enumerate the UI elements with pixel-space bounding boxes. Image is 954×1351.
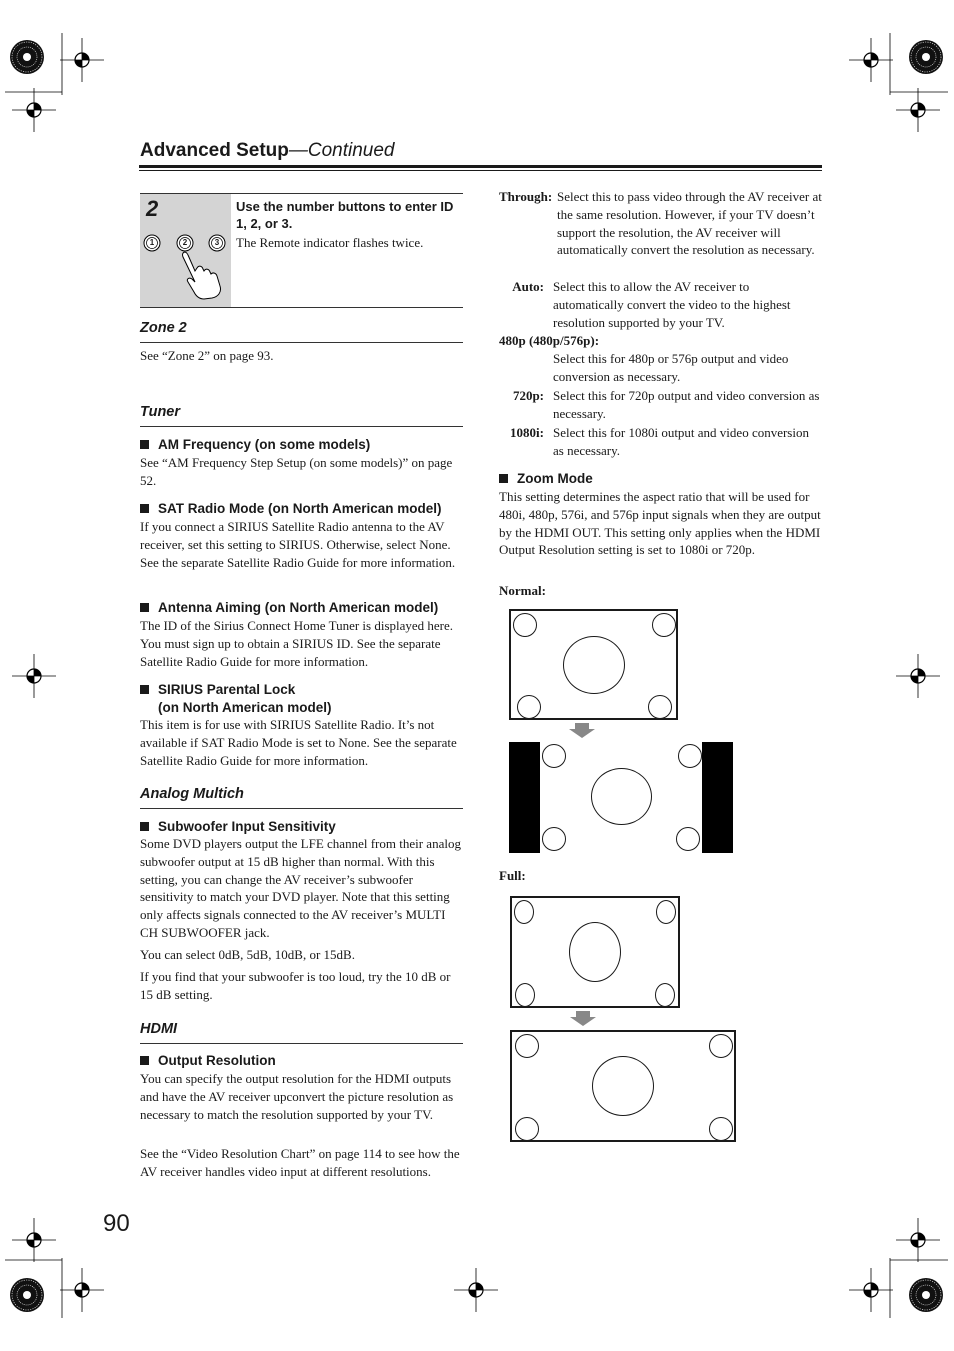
pillarbox-right: [702, 742, 733, 853]
center-circle: [563, 636, 625, 694]
page-header: [140, 140, 395, 162]
bullet-square: [140, 603, 149, 612]
normal-source-screen: [509, 609, 678, 720]
zoom-mode-head: Zoom Mode: [499, 470, 593, 488]
sat-radio-mode-head: SAT Radio Mode (on North American model): [140, 500, 442, 518]
corner-circle: [514, 900, 534, 924]
sat-radio-mode-text: If you connect a SIRIUS Satellite Radio antenna to the AV receiver, set this setting to SIRIUS. Otherwise, select None. See the separate Satellite Radio Guide for more information.: [140, 519, 456, 570]
corner-circle: [515, 1034, 539, 1058]
normal-label: Normal:: [499, 583, 546, 598]
full-label: Full:: [499, 868, 526, 883]
step-note: The Remote indicator flashes twice.: [236, 235, 424, 250]
step-panel: [140, 194, 231, 307]
bullet-square: [140, 440, 149, 449]
full-output-screen: [510, 1030, 736, 1142]
subwoofer-sensitivity-head: Subwoofer Input Sensitivity: [140, 818, 336, 836]
analog-title: Analog Multich: [140, 786, 244, 802]
corner-circle: [513, 613, 537, 637]
hdmi-rule: [140, 1043, 463, 1044]
antenna-aiming-head: Antenna Aiming (on North American model): [140, 599, 438, 617]
corner-circle: [515, 983, 535, 1007]
center-circle: [569, 922, 621, 982]
bullet-square: [140, 685, 149, 694]
bullet-square: [499, 474, 508, 483]
zoom-mode-text: This setting determines the aspect ratio that will be used for 480i, 480p, 576i, and 576p input signals when they are output by the HDMI OUT. This setting only applies when the HDMI Output Resolution setting is set to 1080i or 720p.: [499, 489, 821, 558]
center-circle: [592, 1056, 654, 1116]
hdmi-title: HDMI: [140, 1021, 178, 1037]
step-button-1: 1: [149, 238, 155, 247]
analog-rule: [140, 808, 463, 809]
corner-circle: [709, 1034, 733, 1058]
corner-circle: [542, 744, 566, 768]
output-resolution-head: Output Resolution: [140, 1052, 276, 1070]
am-frequency-head: AM Frequency (on some models): [140, 436, 370, 454]
corner-circle: [648, 695, 672, 719]
down-arrow-icon: [567, 723, 597, 739]
subwoofer-text-2: You can select 0dB, 5dB, 10dB, or 15dB.: [140, 947, 355, 962]
tuner-title: Tuner: [140, 404, 181, 420]
corner-circle: [676, 827, 700, 851]
bullet-square: [140, 1056, 149, 1065]
corner-circle: [678, 744, 702, 768]
corner-circle: [709, 1117, 733, 1141]
center-circle: [591, 768, 652, 825]
header-rule: [139, 165, 822, 168]
header-continued: —Continued: [288, 140, 395, 161]
output-resolution-text-1: You can specify the output resolution for the HDMI outputs and have the AV receiver upconvert the picture resolution as necessary to match the resolution supported by your TV.: [140, 1071, 454, 1122]
bullet-square: [140, 504, 149, 513]
output-resolution-text-2: See the “Video Resolution Chart” on page 114 to see how the AV receiver handles video input at different resolutions.: [140, 1146, 460, 1179]
page-number: 90: [103, 1210, 130, 1237]
zone2-rule: [140, 342, 463, 343]
step-number: 2: [146, 196, 159, 221]
corner-circle: [517, 695, 541, 719]
subwoofer-text-3: If you find that your subwoofer is too loud, try the 10 dB or 15 dB setting.: [140, 969, 451, 1002]
parental-lock-head: SIRIUS Parental Lock (on North American model): [140, 681, 332, 717]
corner-circle: [515, 1117, 539, 1141]
remote-number-buttons: [140, 194, 231, 307]
step-instruction: Use the number buttons to enter ID 1, 2, or 3.: [236, 199, 454, 231]
normal-output-screen: [509, 742, 733, 853]
step-box-bottom-rule: [140, 307, 463, 308]
pillarbox-left: [509, 742, 540, 853]
corner-circle: [655, 983, 675, 1007]
corner-circle: [656, 900, 676, 924]
header-title: Advanced Setup: [140, 140, 289, 161]
zone2-text: See “Zone 2” on page 93.: [140, 348, 274, 363]
subwoofer-text-1: Some DVD players output the LFE channel from their analog subwoofer output at 15 dB higher than normal. With this setting, you can change the AV receiver’s subwoofer sensitivity to match your DVD player. Note that this setting only affects signals connected to the AV receiver’s MULTI CH SUBWOOFER jack.: [140, 836, 461, 940]
am-frequency-text: See “AM Frequency Step Setup (on some models)” on page 52.: [140, 455, 453, 488]
parental-lock-text: This item is for use with SIRIUS Satellite Radio. It’s not available if SAT Radio Mode is set to None. See the separate Satellite Radio Guide for more information.: [140, 717, 457, 768]
tuner-rule: [140, 426, 463, 427]
header-rule-thin: [139, 170, 822, 171]
step-button-3: 3: [214, 238, 220, 247]
zone2-title: Zone 2: [140, 320, 187, 336]
corner-circle: [652, 613, 676, 637]
bullet-square: [140, 822, 149, 831]
antenna-aiming-text: The ID of the Sirius Connect Home Tuner is displayed here. You must sign up to obtain a SIRIUS ID. See the separate Satellite Radio Guide for more information.: [140, 618, 454, 669]
step-button-2: 2: [182, 238, 188, 247]
corner-circle: [542, 827, 566, 851]
down-arrow-icon: [568, 1011, 598, 1027]
full-source-screen: [510, 896, 680, 1008]
